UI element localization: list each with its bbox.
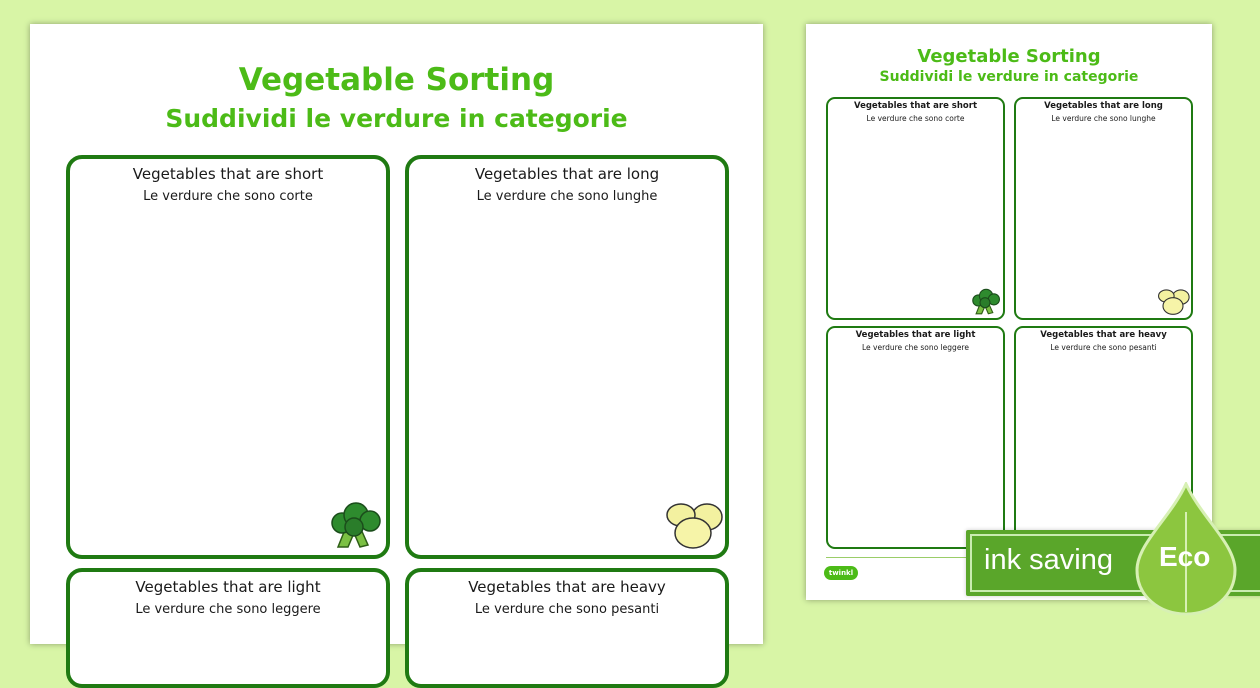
worksheet-title: Vegetable Sorting [917, 46, 1101, 67]
box-title: Vegetables that are short [853, 101, 978, 111]
box-long [1014, 97, 1193, 320]
box-subtitle: Le verdure che sono leggere [135, 602, 321, 617]
box-subtitle: Le verdure che sono pesanti [474, 602, 660, 617]
box-light [66, 568, 390, 688]
box-light [826, 326, 1005, 549]
box-title: Vegetables that are heavy [1040, 330, 1167, 340]
worksheet-title: Vegetable Sorting [238, 62, 555, 98]
box-title: Vegetables that are short [132, 165, 324, 183]
box-subtitle: Le verdure che sono leggere [862, 343, 969, 352]
box-title: Vegetables that are light [855, 330, 976, 340]
box-subtitle: Le verdure che sono lunghe [1051, 114, 1156, 123]
worksheet-subtitle: Suddividi le verdure in categorie [165, 104, 628, 133]
box-subtitle: Le verdure che sono corte [866, 114, 965, 123]
box-subtitle: Le verdure che sono corte [143, 189, 313, 204]
box-short [66, 155, 390, 559]
squash-icon [663, 497, 723, 551]
eco-label: Eco [1159, 541, 1211, 572]
worksheet-subtitle: Suddividi le verdure in categorie [879, 69, 1139, 85]
box-title: Vegetables that are long [474, 165, 660, 183]
box-short [826, 97, 1005, 320]
box-title: Vegetables that are heavy [468, 578, 666, 596]
box-title: Vegetables that are light [135, 578, 321, 596]
box-subtitle: Le verdure che sono pesanti [1050, 343, 1157, 352]
box-subtitle: Le verdure che sono lunghe [476, 189, 658, 204]
ink-saving-label: ink saving [984, 544, 1113, 576]
worksheet-page-large [30, 24, 763, 644]
box-heavy [405, 568, 729, 688]
box-long [405, 155, 729, 559]
box-title: Vegetables that are long [1044, 101, 1163, 111]
squash-icon [1156, 286, 1190, 316]
twinkl-logo: twinkl [824, 566, 858, 580]
broccoli-icon [968, 286, 1002, 316]
broccoli-icon [324, 497, 384, 551]
